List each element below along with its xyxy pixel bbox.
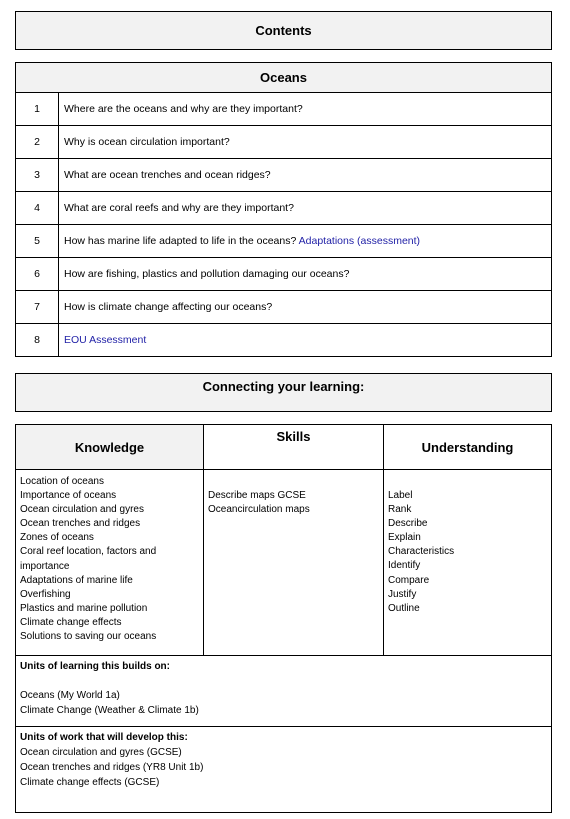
learning-header-row xyxy=(16,425,552,470)
units-develop-list xyxy=(20,745,551,790)
knowledge-header: Knowledge xyxy=(16,425,204,470)
oceans-title: Oceans xyxy=(16,63,552,93)
oceans-row-number: 6 xyxy=(16,258,59,291)
oceans-table-body xyxy=(16,93,552,357)
oceans-question-text: How is climate change affecting our oceans? xyxy=(64,301,273,313)
oceans-row-question xyxy=(59,93,552,126)
oceans-row-question xyxy=(59,225,552,258)
learning-table xyxy=(15,424,552,813)
knowledge-item: importance xyxy=(20,560,70,572)
oceans-row xyxy=(16,225,552,258)
understanding-item: Justify xyxy=(388,588,417,600)
oceans-row-question xyxy=(59,258,552,291)
oceans-row-number: 4 xyxy=(16,192,59,225)
oceans-row-number: 3 xyxy=(16,159,59,192)
oceans-question-text: What are ocean trenches and ocean ridges? xyxy=(64,169,271,181)
oceans-row xyxy=(16,258,552,291)
understanding-header: Understanding xyxy=(384,425,552,470)
units-develop-title: Units of work that will develop this: xyxy=(20,732,188,743)
knowledge-item: Ocean circulation and gyres xyxy=(20,504,144,516)
knowledge-item: Climate change effects xyxy=(20,616,122,628)
understanding-item: Label xyxy=(388,490,413,501)
units-builds-item: Oceans (My World 1a) xyxy=(20,690,120,701)
skills-item: Describe maps GCSE xyxy=(208,490,306,501)
knowledge-item: Coral reef location, factors and xyxy=(20,546,157,558)
oceans-row-number: 2 xyxy=(16,126,59,159)
understanding-item: Explain xyxy=(388,532,421,544)
understanding-cell xyxy=(384,470,552,656)
knowledge-item: Location of oceans xyxy=(20,476,104,487)
knowledge-cell xyxy=(16,470,204,656)
contents-title: Contents xyxy=(255,23,312,38)
units-develop-item: Ocean circulation and gyres (GCSE) xyxy=(20,747,182,758)
oceans-row-question xyxy=(59,159,552,192)
units-develop-item: Climate change effects (GCSE) xyxy=(20,777,160,788)
knowledge-item: Ocean trenches and ridges xyxy=(20,518,141,530)
oceans-header-row xyxy=(16,63,552,93)
learning-list-row xyxy=(16,470,552,656)
oceans-question-link[interactable]: Adaptations (assessment) xyxy=(298,235,421,247)
oceans-question-text: Where are the oceans and why are they important? xyxy=(64,103,303,115)
knowledge-item: Importance of oceans xyxy=(20,490,117,502)
oceans-question-text: Why is ocean circulation important? xyxy=(64,136,230,148)
oceans-row-number: 7 xyxy=(16,291,59,324)
oceans-row xyxy=(16,324,552,357)
understanding-item: Identify xyxy=(388,560,421,572)
oceans-row-question xyxy=(59,126,552,159)
connecting-learning-box xyxy=(15,373,552,412)
units-builds-row xyxy=(16,656,552,727)
knowledge-item: Overfishing xyxy=(20,588,71,600)
units-develop-item: Ocean trenches and ridges (YR8 Unit 1b) xyxy=(20,762,204,773)
oceans-row-question xyxy=(59,324,552,357)
understanding-item: Compare xyxy=(388,574,430,586)
skills-cell xyxy=(204,470,384,656)
units-develop-cell xyxy=(16,727,552,813)
oceans-row xyxy=(16,291,552,324)
oceans-row-question xyxy=(59,291,552,324)
oceans-row-number: 8 xyxy=(16,324,59,357)
oceans-row xyxy=(16,126,552,159)
units-develop-row xyxy=(16,727,552,813)
knowledge-item: Solutions to saving our oceans xyxy=(20,631,157,643)
understanding-item: Describe xyxy=(388,518,428,530)
units-builds-cell xyxy=(16,656,552,727)
oceans-question-link[interactable]: EOU Assessment xyxy=(64,334,147,346)
oceans-row-number: 5 xyxy=(16,225,59,258)
units-builds-list xyxy=(20,688,551,718)
connecting-learning-title: Connecting your learning: xyxy=(202,379,365,394)
oceans-table xyxy=(15,62,552,357)
contents-header-box xyxy=(15,11,552,50)
oceans-row xyxy=(16,192,552,225)
oceans-row xyxy=(16,159,552,192)
units-builds-item: Climate Change (Weather & Climate 1b) xyxy=(20,705,199,716)
knowledge-item: Adaptations of marine life xyxy=(20,574,133,586)
knowledge-item: Plastics and marine pollution xyxy=(20,602,148,614)
understanding-list xyxy=(384,470,551,616)
knowledge-item: Zones of oceans xyxy=(20,532,94,544)
understanding-item: Rank xyxy=(388,504,412,516)
understanding-item: Outline xyxy=(388,602,420,614)
units-builds-title: Units of learning this builds on: xyxy=(20,661,170,672)
oceans-row-question xyxy=(59,192,552,225)
oceans-row xyxy=(16,93,552,126)
skills-header: Skills xyxy=(204,425,384,470)
oceans-row-number: 1 xyxy=(16,93,59,126)
skills-list xyxy=(204,470,383,517)
knowledge-list xyxy=(16,470,203,644)
understanding-item: Characteristics xyxy=(388,546,455,558)
oceans-question-text: How are fishing, plastics and pollution damaging our oceans? xyxy=(64,268,350,280)
skills-item: Oceancirculation maps xyxy=(208,504,310,516)
oceans-question-text: What are coral reefs and why are they important? xyxy=(64,202,294,214)
oceans-question-text: How has marine life adapted to life in the oceans? xyxy=(64,235,297,247)
